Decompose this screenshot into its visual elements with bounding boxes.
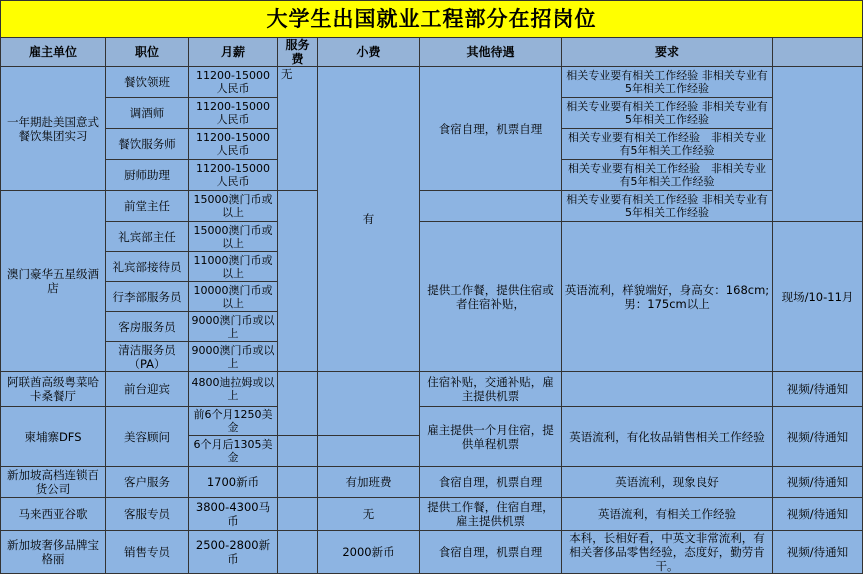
cell-position[interactable]: 清洁服务员（PA） — [106, 342, 189, 372]
cell-service-fee[interactable]: 无 — [278, 67, 318, 191]
table-row — [1, 498, 863, 531]
cell-salary[interactable]: 15000澳门币或以上 — [189, 191, 278, 222]
cell-employer[interactable]: 新加坡奢侈品牌宝格丽 — [1, 531, 106, 574]
cell-position[interactable]: 餐饮服务师 — [106, 129, 189, 160]
cell-position[interactable]: 客户服务 — [106, 467, 189, 498]
cell-requirements[interactable]: 英语流利，样貌端好，身高女：168cm;男：175cm以上 — [562, 222, 773, 372]
cell-employer[interactable]: 新加坡高档连锁百货公司 — [1, 467, 106, 498]
cell-extra[interactable]: 现场/10-11月 — [773, 222, 863, 372]
cell-extra[interactable]: 视频/待通知 — [773, 531, 863, 574]
cell-salary[interactable]: 11200-15000人民币 — [189, 67, 278, 98]
cell-position[interactable]: 厨师助理 — [106, 160, 189, 191]
table-row — [1, 467, 863, 498]
cell-position[interactable]: 礼宾部主任 — [106, 222, 189, 252]
table-row — [1, 407, 863, 436]
cell-other-benefits[interactable]: 食宿自理，机票自理 — [420, 67, 562, 191]
cell-position[interactable]: 前台迎宾 — [106, 372, 189, 407]
cell-requirements[interactable] — [562, 372, 773, 407]
cell-salary[interactable]: 前6个月1250美金 — [189, 407, 278, 436]
cell-other-benefits[interactable]: 住宿补贴，交通补贴，雇主提供机票 — [420, 372, 562, 407]
cell-extra[interactable]: 视频/待通知 — [773, 498, 863, 531]
cell-tip[interactable] — [318, 372, 420, 436]
cell-extra[interactable]: 视频/待通知 — [773, 407, 863, 467]
cell-requirements[interactable]: 相关专业要有相关工作经验 非相关专业有5年相关工作经验 — [562, 98, 773, 129]
cell-extra[interactable]: 视频/待通知 — [773, 372, 863, 407]
cell-position[interactable]: 客服专员 — [106, 498, 189, 531]
page-title: 大学生出国就业工程部分在招岗位 — [1, 1, 863, 38]
cell-position[interactable]: 餐饮领班 — [106, 67, 189, 98]
cell-requirements[interactable]: 英语流利，有相关工作经验 — [562, 498, 773, 531]
cell-salary[interactable]: 11200-15000人民币 — [189, 129, 278, 160]
cell-other-benefits[interactable]: 雇主提供一个月住宿，提供单程机票 — [420, 407, 562, 467]
cell-salary[interactable]: 3800-4300马币 — [189, 498, 278, 531]
header-extra[interactable] — [773, 38, 863, 67]
cell-service-fee[interactable] — [278, 498, 318, 531]
cell-position[interactable]: 美容顾问 — [106, 407, 189, 467]
cell-requirements[interactable]: 本科，长相好看，中英文非常流利，有相关奢侈品零售经验，态度好，勤劳肯干。 — [562, 531, 773, 574]
cell-other-benefits[interactable]: 提供工作餐，住宿自理，雇主提供机票 — [420, 498, 562, 531]
cell-salary[interactable]: 4800迪拉姆或以上 — [189, 372, 278, 407]
cell-other-benefits[interactable]: 食宿自理，机票自理 — [420, 467, 562, 498]
cell-salary[interactable]: 1700新币 — [189, 467, 278, 498]
cell-extra[interactable] — [773, 67, 863, 222]
header-service-fee[interactable]: 服务费 — [278, 38, 318, 67]
cell-service-fee[interactable] — [278, 372, 318, 436]
table-row — [1, 67, 863, 98]
header-tip[interactable]: 小费 — [318, 38, 420, 67]
cell-tip[interactable]: 有 — [318, 67, 420, 372]
table-row — [1, 191, 863, 222]
cell-employer[interactable]: 柬埔寨DFS — [1, 407, 106, 467]
cell-position[interactable]: 行李部服务员 — [106, 282, 189, 312]
header-other-benefits[interactable]: 其他待遇 — [420, 38, 562, 67]
cell-requirements[interactable]: 英语流利，有化妆品销售相关工作经验 — [562, 407, 773, 467]
cell-salary[interactable]: 15000澳门币或以上 — [189, 222, 278, 252]
cell-salary[interactable]: 9000澳门币或以上 — [189, 312, 278, 342]
cell-other-benefits[interactable]: 食宿自理，机票自理 — [420, 531, 562, 574]
cell-service-fee[interactable] — [278, 531, 318, 574]
cell-other-benefits[interactable] — [420, 191, 562, 222]
cell-requirements[interactable]: 相关专业要有相关工作经验 非相关专业有5年相关工作经验 — [562, 129, 773, 160]
cell-tip[interactable]: 2000新币 — [318, 531, 420, 574]
cell-salary[interactable]: 11200-15000人民币 — [189, 160, 278, 191]
cell-employer[interactable]: 一年期赴美国意式餐饮集团实习 — [1, 67, 106, 191]
cell-service-fee[interactable] — [278, 191, 318, 372]
cell-employer[interactable]: 澳门豪华五星级酒店 — [1, 191, 106, 372]
header-employer[interactable]: 雇主单位 — [1, 38, 106, 67]
header-position[interactable]: 职位 — [106, 38, 189, 67]
cell-employer[interactable]: 阿联酋高级粤菜哈卡桑餐厅 — [1, 372, 106, 407]
cell-requirements[interactable]: 相关专业要有相关工作经验 非相关专业有5年相关工作经验 — [562, 67, 773, 98]
cell-salary[interactable]: 11000澳门币或以上 — [189, 252, 278, 282]
header-row — [1, 38, 863, 67]
cell-tip[interactable]: 有加班费 — [318, 467, 420, 498]
cell-tip[interactable] — [318, 436, 420, 467]
cell-requirements[interactable]: 英语流利，现象良好 — [562, 467, 773, 498]
cell-tip[interactable]: 无 — [318, 498, 420, 531]
cell-service-fee[interactable] — [278, 467, 318, 498]
cell-salary[interactable]: 6个月后1305美金 — [189, 436, 278, 467]
cell-requirements[interactable]: 相关专业要有相关工作经验 非相关专业有5年相关工作经验 — [562, 191, 773, 222]
cell-position[interactable]: 前堂主任 — [106, 191, 189, 222]
cell-employer[interactable]: 马来西亚谷歌 — [1, 498, 106, 531]
cell-requirements[interactable]: 相关专业要有相关工作经验 非相关专业有5年相关工作经验 — [562, 160, 773, 191]
header-requirements[interactable]: 要求 — [562, 38, 773, 67]
table-row — [1, 531, 863, 574]
header-salary[interactable]: 月薪 — [189, 38, 278, 67]
cell-salary[interactable]: 2500-2800新币 — [189, 531, 278, 574]
cell-other-benefits[interactable]: 提供工作餐，提供住宿或者住宿补贴， — [420, 222, 562, 372]
cell-salary[interactable]: 10000澳门币或以上 — [189, 282, 278, 312]
table-row — [1, 372, 863, 407]
cell-salary[interactable]: 11200-15000人民币 — [189, 98, 278, 129]
cell-extra[interactable]: 视频/待通知 — [773, 467, 863, 498]
cell-salary[interactable]: 9000澳门币或以上 — [189, 342, 278, 372]
cell-service-fee[interactable] — [278, 436, 318, 467]
cell-position[interactable]: 礼宾部接待员 — [106, 252, 189, 282]
cell-position[interactable]: 调酒师 — [106, 98, 189, 129]
table-row — [1, 222, 863, 252]
cell-position[interactable]: 客房服务员 — [106, 312, 189, 342]
cell-position[interactable]: 销售专员 — [106, 531, 189, 574]
